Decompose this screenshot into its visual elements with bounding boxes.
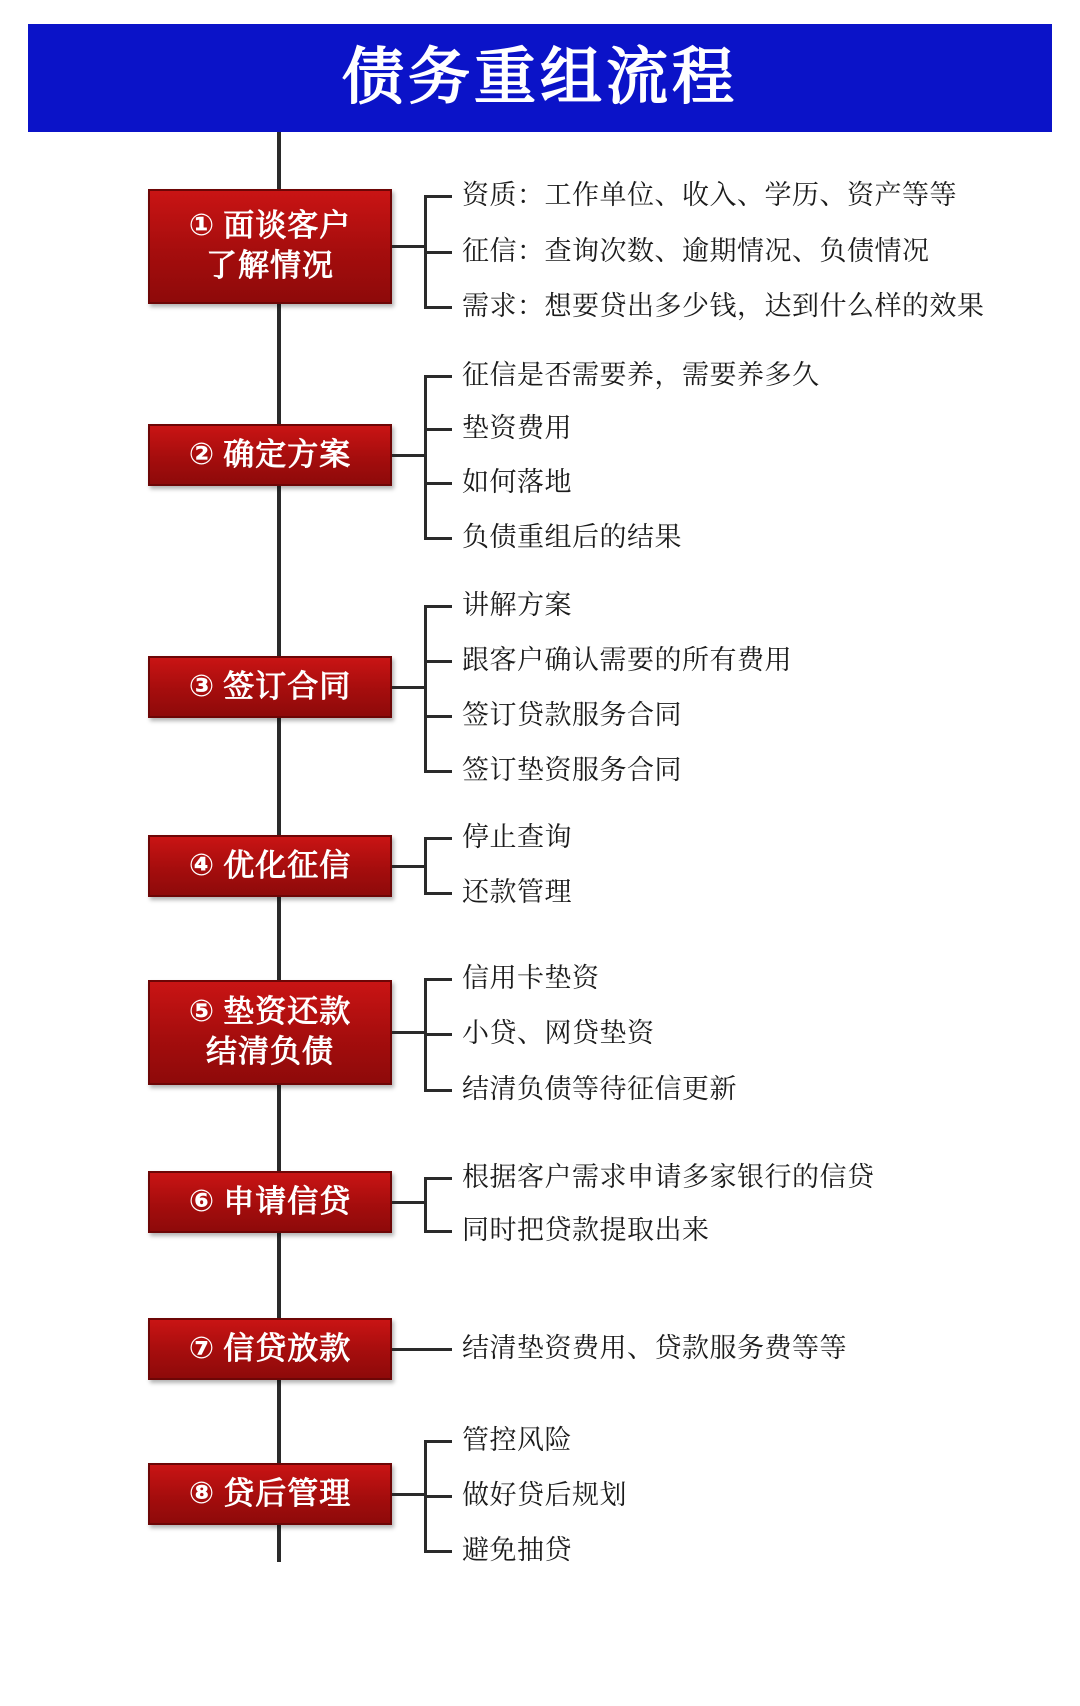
step-box-3[interactable] <box>148 656 392 718</box>
step-box-7[interactable] <box>148 1318 392 1380</box>
step-number: ④ <box>188 848 216 882</box>
leaf-connector <box>424 195 452 198</box>
leaf-connector <box>424 1177 452 1180</box>
bracket-trunk <box>424 1178 427 1231</box>
leaf-connector <box>424 251 452 254</box>
step-box-2[interactable] <box>148 424 392 486</box>
detail-item: 签订垫资服务合同 <box>462 755 682 785</box>
detail-item: 资质：工作单位、收入、学历、资产等等 <box>462 180 957 210</box>
step-box-5[interactable] <box>148 980 392 1085</box>
detail-item: 还款管理 <box>462 877 572 907</box>
step-label: 贷后管理 <box>223 1476 352 1512</box>
step-box-4[interactable] <box>148 835 392 897</box>
step-box-8[interactable] <box>148 1463 392 1525</box>
leaf-connector <box>424 537 452 540</box>
step-label: 申请信贷 <box>223 1184 352 1220</box>
leaf-connector <box>424 1348 452 1351</box>
step-label: 结清负债 <box>206 1034 334 1069</box>
detail-item: 管控风险 <box>462 1425 572 1455</box>
bracket-stem <box>392 686 424 689</box>
detail-item: 同时把贷款提取出来 <box>462 1215 710 1245</box>
step-number: ⑤ <box>188 994 216 1028</box>
detail-item: 征信是否需要养，需要养多久 <box>462 360 820 390</box>
detail-item: 垫资费用 <box>462 413 572 443</box>
leaf-connector <box>424 837 452 840</box>
step-number: ⑦ <box>188 1331 216 1365</box>
bracket-stem <box>392 1348 424 1351</box>
detail-item: 结清垫资费用、贷款服务费等等 <box>462 1333 847 1363</box>
leaf-connector <box>424 605 452 608</box>
step-label: 签订合同 <box>223 669 352 705</box>
step-number: ③ <box>188 669 216 703</box>
leaf-connector <box>424 428 452 431</box>
page-title: 债务重组流程 <box>341 43 738 112</box>
leaf-connector <box>424 1495 452 1498</box>
detail-item: 如何落地 <box>462 467 572 497</box>
leaf-connector <box>424 306 452 309</box>
leaf-connector <box>424 978 452 981</box>
leaf-connector <box>424 375 452 378</box>
bracket-stem <box>392 865 424 868</box>
detail-item: 讲解方案 <box>462 590 572 620</box>
step-label: 垫资还款 <box>223 994 352 1030</box>
detail-item: 需求：想要贷出多少钱，达到什么样的效果 <box>462 291 985 321</box>
step-number: ② <box>188 437 216 471</box>
step-label: 了解情况 <box>206 248 334 283</box>
detail-item: 小贷、网贷垫资 <box>462 1018 655 1048</box>
leaf-connector <box>424 770 452 773</box>
bracket-stem <box>392 1031 424 1034</box>
detail-item: 信用卡垫资 <box>462 963 600 993</box>
step-number: ⑧ <box>188 1476 216 1510</box>
bracket-trunk <box>424 606 427 771</box>
bracket-trunk <box>424 376 427 538</box>
detail-item: 做好贷后规划 <box>462 1480 627 1510</box>
leaf-connector <box>424 660 452 663</box>
detail-item: 停止查询 <box>462 822 572 852</box>
leaf-connector <box>424 1230 452 1233</box>
step-box-6[interactable] <box>148 1171 392 1233</box>
step-label: 确定方案 <box>223 437 352 473</box>
bracket-stem <box>392 245 424 248</box>
leaf-connector <box>424 1033 452 1036</box>
detail-item: 跟客户确认需要的所有费用 <box>462 645 792 675</box>
step-label: 面谈客户 <box>223 208 352 244</box>
leaf-connector <box>424 892 452 895</box>
detail-item: 征信：查询次数、逾期情况、负债情况 <box>462 236 930 266</box>
leaf-connector <box>424 715 452 718</box>
detail-item: 结清负债等待征信更新 <box>462 1074 737 1104</box>
step-label: 信贷放款 <box>223 1331 352 1367</box>
detail-item: 负债重组后的结果 <box>462 522 682 552</box>
bracket-trunk <box>424 838 427 893</box>
step-box-1[interactable] <box>148 189 392 304</box>
leaf-connector <box>424 1440 452 1443</box>
leaf-connector <box>424 1550 452 1553</box>
step-number: ① <box>188 208 216 242</box>
leaf-connector <box>424 482 452 485</box>
bracket-stem <box>392 1493 424 1496</box>
bracket-stem <box>392 1201 424 1204</box>
title-banner <box>28 24 1052 132</box>
step-number: ⑥ <box>188 1184 216 1218</box>
detail-item: 根据客户需求申请多家银行的信贷 <box>462 1162 875 1192</box>
detail-item: 避免抽贷 <box>462 1535 572 1565</box>
leaf-connector <box>424 1089 452 1092</box>
detail-item: 签订贷款服务合同 <box>462 700 682 730</box>
step-label: 优化征信 <box>223 848 352 884</box>
bracket-stem <box>392 454 424 457</box>
